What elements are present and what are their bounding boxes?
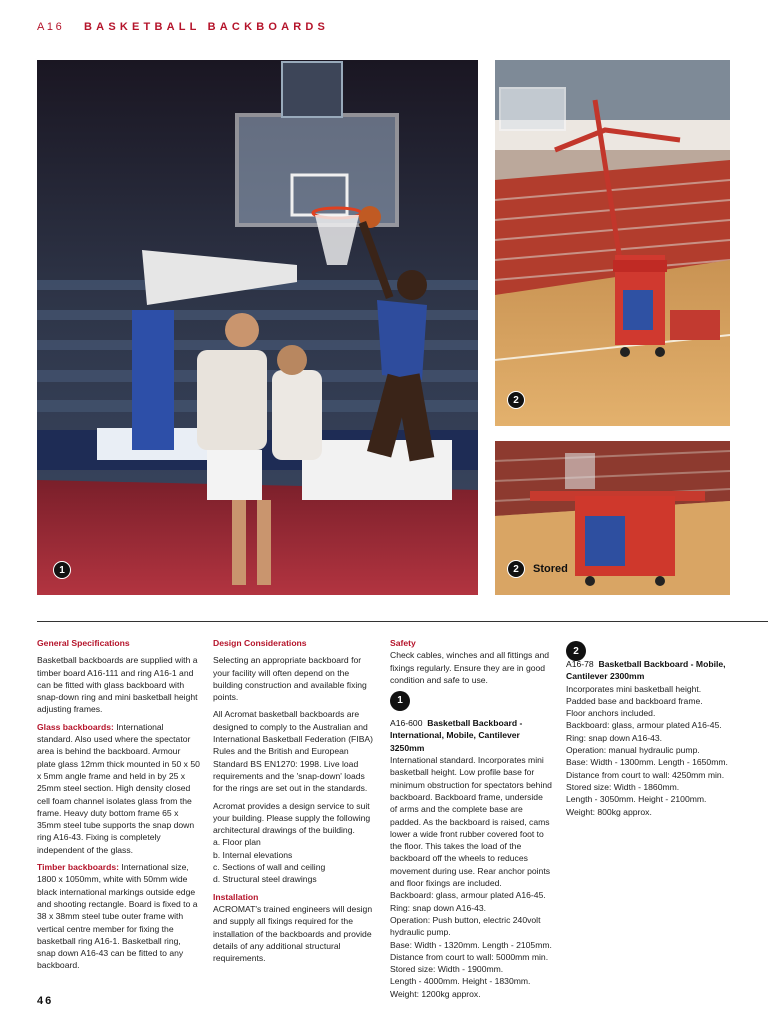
photo-game-action	[37, 60, 478, 595]
product-2-code: A16-78	[566, 659, 594, 669]
photo-backboard-stored	[495, 441, 730, 595]
list-item: Stored size: Width - 1900mm.	[390, 964, 504, 975]
photo-1-number-badge: 1	[53, 561, 71, 579]
list-item: Length - 4000mm. Height - 1830mm.	[390, 976, 531, 987]
list-item: Backboard: glass, armour plated A16-45.	[566, 720, 722, 731]
list-item: Operation: manual hydraulic pump.	[566, 745, 700, 756]
list-item: Weight: 1200kg approx.	[390, 988, 481, 999]
glass-backboards-paragraph	[37, 721, 200, 856]
installation-heading: Installation	[213, 891, 259, 902]
product-1-code: A16-600	[390, 718, 423, 729]
design-considerations-column	[213, 637, 376, 969]
product-2-name: Basketball Backboard - Mobile, Cantilever 2300mm	[566, 659, 726, 682]
stored-caption: Stored	[533, 563, 568, 575]
list-item: c. Sections of wall and ceiling	[213, 862, 326, 873]
section-divider	[37, 621, 768, 622]
product-1-name: Basketball Backboard - International, Mobile, Cantilever 3250mm	[390, 718, 523, 753]
safety-and-product-1-column	[390, 637, 552, 1005]
list-item: Ring: snap down A16-43.	[390, 902, 487, 913]
timber-backboards-label: Timber backboards:	[37, 862, 119, 873]
glass-backboards-text: International standard. Also used where the spectator area is behind the backboard. Armour plate glass 12mm thick mounted in 50 x 50 x 5mm angle frame and held in by 25 x 25mm steel section. High density closed cell foam channel isolates glass from the frame. Heavy duty bottom frame 65 x 35mm steel tube supports the snap down ring A16-43. Fixing is completely independent of the glass.	[37, 721, 200, 855]
photo-mobile-backboard-illustration	[495, 60, 730, 426]
product-2-specs	[566, 683, 728, 818]
page-number: 46	[37, 995, 54, 1007]
list-item: Base: Width - 1300mm. Length - 1650mm.	[566, 757, 728, 768]
list-item: Incorporates mini basketball height.	[566, 683, 702, 694]
product-2-column	[566, 658, 728, 823]
section-code: A16	[37, 21, 65, 33]
list-item: Padded base and backboard frame.	[566, 695, 703, 706]
list-item: Weight: 800kg approx.	[566, 806, 652, 817]
photo-backboard-stored-illustration	[495, 441, 730, 595]
page-header	[37, 21, 329, 33]
list-item: Backboard: glass, armour plated A16-45.	[390, 890, 546, 901]
list-item: d. Structural steel drawings	[213, 874, 317, 885]
photo-mobile-backboard	[495, 60, 730, 426]
product-1-badge: 1	[390, 691, 410, 711]
design-paragraph-2: All Acromat basketball backboards are designed to comply to the Australian and International Basketball Federation (FIBA) Rules and the British and European Standard BS EN1270: 1998. Live load requirements and the 'snap-down' loads for the rings are set out in the standards.	[213, 709, 374, 794]
safety-heading: Safety	[390, 638, 416, 648]
product-2-badge: 2	[566, 641, 586, 661]
drawings-list	[213, 836, 376, 885]
list-item: Operation: Push button, electric 240volt hydraulic pump.	[390, 914, 541, 938]
design-paragraph-3: Acromat provides a design service to suit your building. Please supply the following architectural drawings of the building.	[213, 800, 371, 836]
list-item: a. Floor plan	[213, 837, 261, 848]
list-item: Distance from court to wall: 5000mm min.	[390, 951, 549, 962]
list-item: Stored size: Width - 1860mm.	[566, 781, 680, 792]
photo-2-number-badge: 2	[507, 391, 525, 409]
list-item: Floor anchors included.	[566, 708, 656, 719]
design-considerations-heading: Design Considerations	[213, 638, 307, 648]
product-1-title	[390, 717, 552, 754]
product-2-title	[566, 658, 728, 683]
installation-text: ACROMAT's trained engineers will design and supply all fixings required for the installation of the backboards and provide details of any additional structural requirements.	[213, 903, 373, 964]
page-title: BASKETBALL BACKBOARDS	[84, 21, 330, 33]
general-specifications-intro: Basketball backboards are supplied with a timber board A16-111 and ring A16-1 and can be fitted with glass backboard with snap-down ring and mini basketball height adjusting frames.	[37, 655, 198, 715]
list-item: b. Internal elevations	[213, 849, 293, 860]
safety-text: Check cables, winches and all fittings and fixings regularly. Ensure they are in good condition and safe to use.	[390, 650, 550, 685]
design-paragraph-1: Selecting an appropriate backboard for your facility will often depend on the building construction and available fixing points.	[213, 655, 367, 703]
timber-backboards-text: International size, 1800 x 1050mm, white with 50mm wide black international markings outside edge and shooting rectangle. Board is fixed to a 38 x 38mm steel tube outer frame with vertical centre member for fixing the basketball ring A16-1. Basketball ring, snap down A16-43 can be fitted to any backboard.	[37, 862, 198, 971]
product-1-description: International standard. Incorporates mini basketball height. Low profile base for minimum obstruction for spectators behind backboard. Backboard frame, underside of arms and the complete base are padded. As the backboard is raised, cams lower a wide front rubber covered foot to the floor. This takes the load of the backboard off the wheels to reduces movement during use. Rear anchor points and floor fixings are included.	[390, 755, 552, 889]
list-item: Length - 3050mm. Height - 2100mm.	[566, 794, 707, 805]
list-item: Ring: snap down A16-43.	[566, 732, 663, 743]
photo-2-stored-number-badge: 2	[507, 560, 525, 578]
glass-backboards-label: Glass backboards:	[37, 721, 114, 732]
timber-backboards-paragraph	[37, 861, 200, 972]
list-item: Distance from court to wall: 4250mm min.	[566, 769, 725, 780]
product-1-specs	[390, 889, 552, 1000]
list-item: Base: Width - 1320mm. Length - 2105mm.	[390, 939, 552, 950]
general-specifications-column	[37, 637, 200, 977]
photo-game-illustration	[37, 60, 478, 595]
general-specifications-heading: General Specifications	[37, 638, 130, 648]
